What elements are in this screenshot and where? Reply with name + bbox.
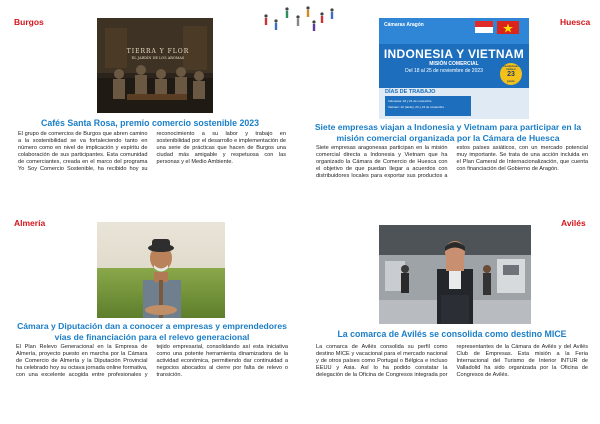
burgos-sign-title: TIERRA Y FLOR	[126, 48, 190, 55]
aviles-photo	[379, 225, 531, 324]
burgos-sign-subtitle: EL JARDÍN DE LOS AROMAS	[131, 56, 185, 60]
burgos-photo	[97, 18, 213, 113]
region-label-huesca: Huesca	[560, 17, 591, 27]
body-huesca: Siete empresas aragonesas participan en la misión comercial directa a Indonesia y Vietnam que ha organizado la Cámara de Comercio de Huesca con el objetivo de que puedan llegar a acuerdos con distribuidores locales para exportar sus productos a estos países asiáticos, con un mercado potencial muy importante. Se trata de una acción incluida en el Plan Cameral de Internacionalización, que cuenta con financiación del Gobierno de Aragón.	[316, 145, 588, 179]
poster-days-title: DÍAS DE TRABAJO	[385, 89, 436, 95]
people-figures-icon	[262, 4, 336, 32]
region-label-almeria: Almería	[14, 218, 46, 228]
body-burgos: El grupo de comercios de Burgos que abren camino a la sostenibilidad se va fortaleciendo tanto en número como en nivel de implicación y espíritu de colaboración de sus participantes. Esta comunidad de comerciantes, creada en el marco del programa Yo Soy Comercio Sostenible, ha recibido hoy su reconocimiento a su labor y trabajo en sostenibilidad por el desarrollo e implementación de una serie de prácticas que hacen de Burgos una ciudad más amigable y respetuosa con las personas y el Medio Ambiente.	[18, 131, 286, 172]
huesca-poster	[379, 18, 529, 119]
poster-badge-month: junio	[507, 79, 515, 83]
almeria-photo	[97, 222, 225, 318]
poster-days-line-1: Indonesia: 18 y 21 de noviembre	[388, 99, 432, 103]
poster-subtitle: MISIÓN COMERCIAL	[429, 61, 479, 67]
poster-dates: Del 18 al 25 de noviembre de 2023	[405, 68, 483, 74]
headline-burgos: Cafés Santa Rosa, premio comercio sostenible 2023	[40, 118, 260, 128]
headline-aviles: La comarca de Avilés se consolida como destino MICE	[337, 329, 567, 339]
body-almeria: El Plan Relevo Generacional en la Empresa de Almería, proyecto puesto en marcha por la Cámara de Comercio de Almería y la Diputación Provincial ha celebrado hoy su octava jornada online formativa, con una excelente acogida entre profesionales y tejido empresarial, consolidando así esta iniciativa como una potente herramienta dinamizadora de la actividad económica, permitiendo dar continuidad a negocios abocados al cierre por falta de relevo o transición.	[16, 344, 288, 378]
body-aviles: La comarca de Avilés consolida su perfil como destino MICE y vacacional para el mercado nacional y de otros países como Portugal o Bélgica e incluso EEUU y Asia. Así lo ha podido constatar la delegación de la Oficina de Congresos integrada por representantes de la Cámara de Avilés y del Avilés Club de Empresas. Esta misión a la Feria Internacional del Turismo de Interior INTUR de Valladolid ha sido organizada por la Oficina de Congresos de Avilés.	[316, 344, 588, 378]
poster-days-line-2: Vietnam: 22 (tarde), 23 y 24 de noviembre	[388, 105, 445, 109]
poster-badge-day: 23	[507, 71, 515, 78]
region-label-aviles: Avilés	[561, 218, 586, 228]
poster-logo: Cámaras Aragón	[384, 22, 424, 28]
headline-huesca: Siete empresas viajan a Indonesia y Vietnam para participar en la misión comercial organizada por la Cámara de Huesca	[314, 122, 582, 143]
poster-badge-label: Inscripciones hasta el	[503, 65, 519, 71]
headline-almeria: Cámara y Diputación dan a conocer a empresas y emprendedores vías de financiación para el relevo generacional	[17, 321, 287, 342]
poster-title: INDONESIA Y VIETNAM	[383, 47, 525, 61]
region-label-burgos: Burgos	[14, 17, 44, 27]
